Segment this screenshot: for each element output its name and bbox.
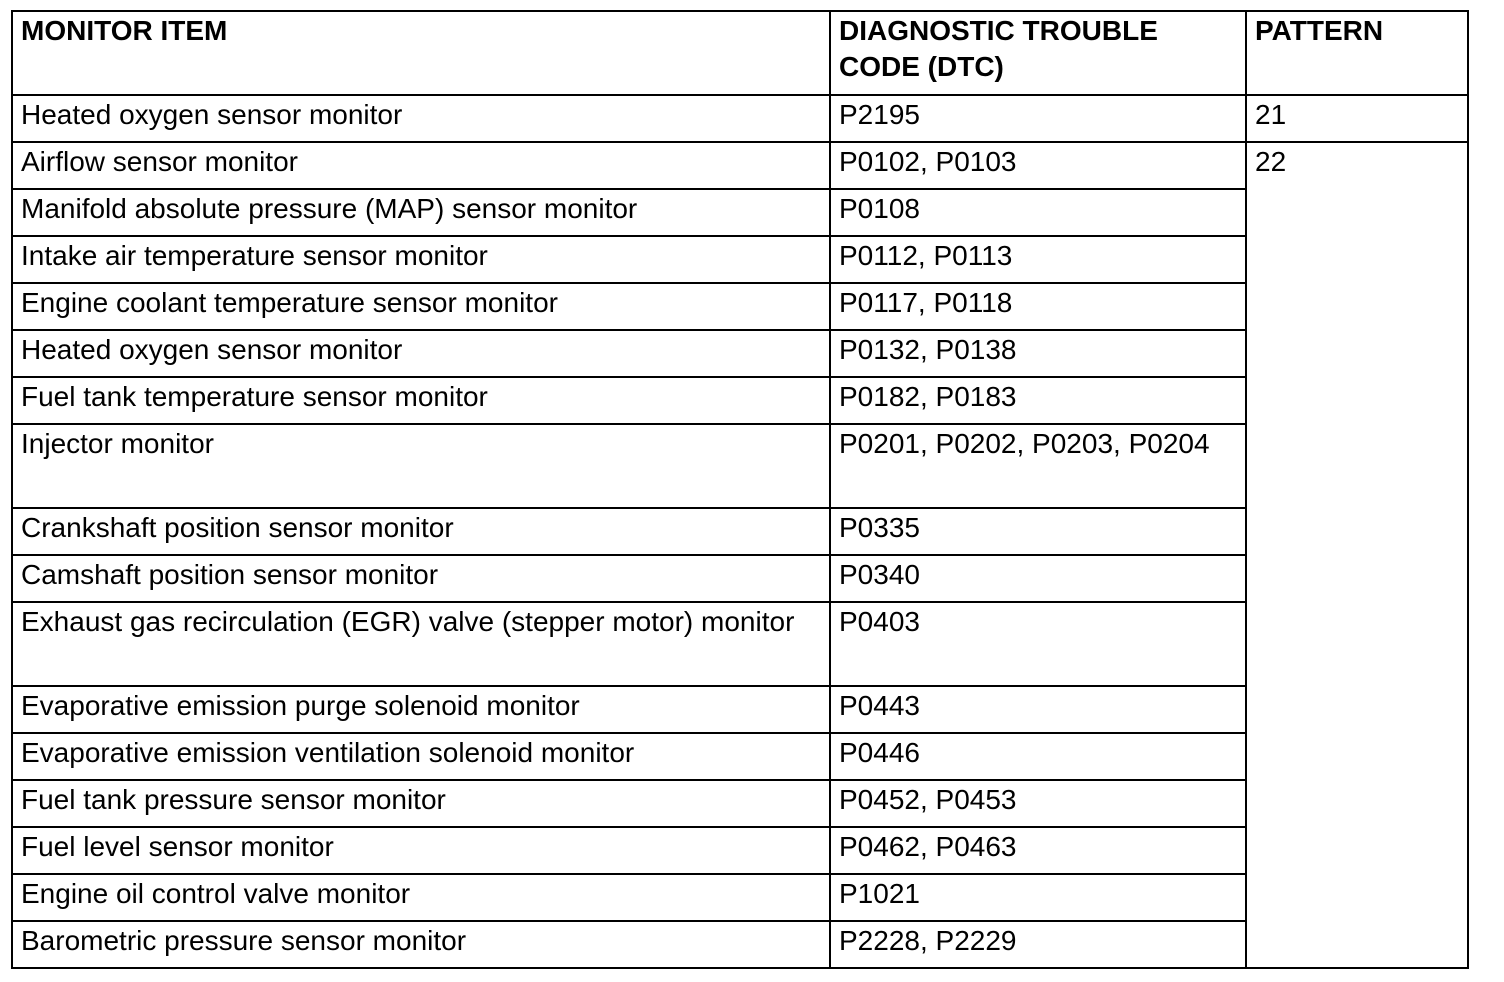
monitor-item-cell: Exhaust gas recirculation (EGR) valve (stepper motor) monitor — [12, 602, 830, 686]
monitor-item-cell: Manifold absolute pressure (MAP) sensor monitor — [12, 189, 830, 236]
dtc-cell: P0102, P0103 — [830, 142, 1246, 189]
header-monitor-item: MONITOR ITEM — [12, 11, 830, 95]
monitor-item-cell: Engine oil control valve monitor — [12, 874, 830, 921]
monitor-item-cell: Evaporative emission ventilation solenoid monitor — [12, 733, 830, 780]
monitor-item-cell: Airflow sensor monitor — [12, 142, 830, 189]
dtc-cell: P0443 — [830, 686, 1246, 733]
dtc-cell: P0108 — [830, 189, 1246, 236]
monitor-item-cell: Intake air temperature sensor monitor — [12, 236, 830, 283]
monitor-item-cell: Barometric pressure sensor monitor — [12, 921, 830, 968]
monitor-item-cell: Engine coolant temperature sensor monitor — [12, 283, 830, 330]
monitor-item-cell: Heated oxygen sensor monitor — [12, 95, 830, 142]
monitor-item-cell: Fuel tank temperature sensor monitor — [12, 377, 830, 424]
monitor-item-cell: Camshaft position sensor monitor — [12, 555, 830, 602]
table-row — [12, 142, 1468, 189]
dtc-cell: P0201, P0202, P0203, P0204 — [830, 424, 1246, 508]
pattern-cell: 22 — [1246, 142, 1468, 968]
dtc-table — [11, 10, 1469, 969]
dtc-cell: P0446 — [830, 733, 1246, 780]
dtc-cell: P0403 — [830, 602, 1246, 686]
dtc-cell: P0112, P0113 — [830, 236, 1246, 283]
table-header-row — [12, 11, 1468, 95]
monitor-item-cell: Crankshaft position sensor monitor — [12, 508, 830, 555]
dtc-cell: P0462, P0463 — [830, 827, 1246, 874]
dtc-cell: P2228, P2229 — [830, 921, 1246, 968]
dtc-cell: P2195 — [830, 95, 1246, 142]
header-pattern: PATTERN — [1246, 11, 1468, 95]
monitor-item-cell: Fuel level sensor monitor — [12, 827, 830, 874]
header-dtc: DIAGNOSTIC TROUBLE CODE (DTC) — [830, 11, 1246, 95]
dtc-cell: P0340 — [830, 555, 1246, 602]
table-row — [12, 95, 1468, 142]
dtc-cell: P0182, P0183 — [830, 377, 1246, 424]
monitor-item-cell: Evaporative emission purge solenoid monitor — [12, 686, 830, 733]
dtc-cell: P1021 — [830, 874, 1246, 921]
monitor-item-cell: Injector monitor — [12, 424, 830, 508]
monitor-item-cell: Fuel tank pressure sensor monitor — [12, 780, 830, 827]
dtc-cell: P0117, P0118 — [830, 283, 1246, 330]
monitor-item-cell: Heated oxygen sensor monitor — [12, 330, 830, 377]
pattern-cell: 21 — [1246, 95, 1468, 142]
dtc-cell: P0132, P0138 — [830, 330, 1246, 377]
dtc-cell: P0335 — [830, 508, 1246, 555]
dtc-cell: P0452, P0453 — [830, 780, 1246, 827]
